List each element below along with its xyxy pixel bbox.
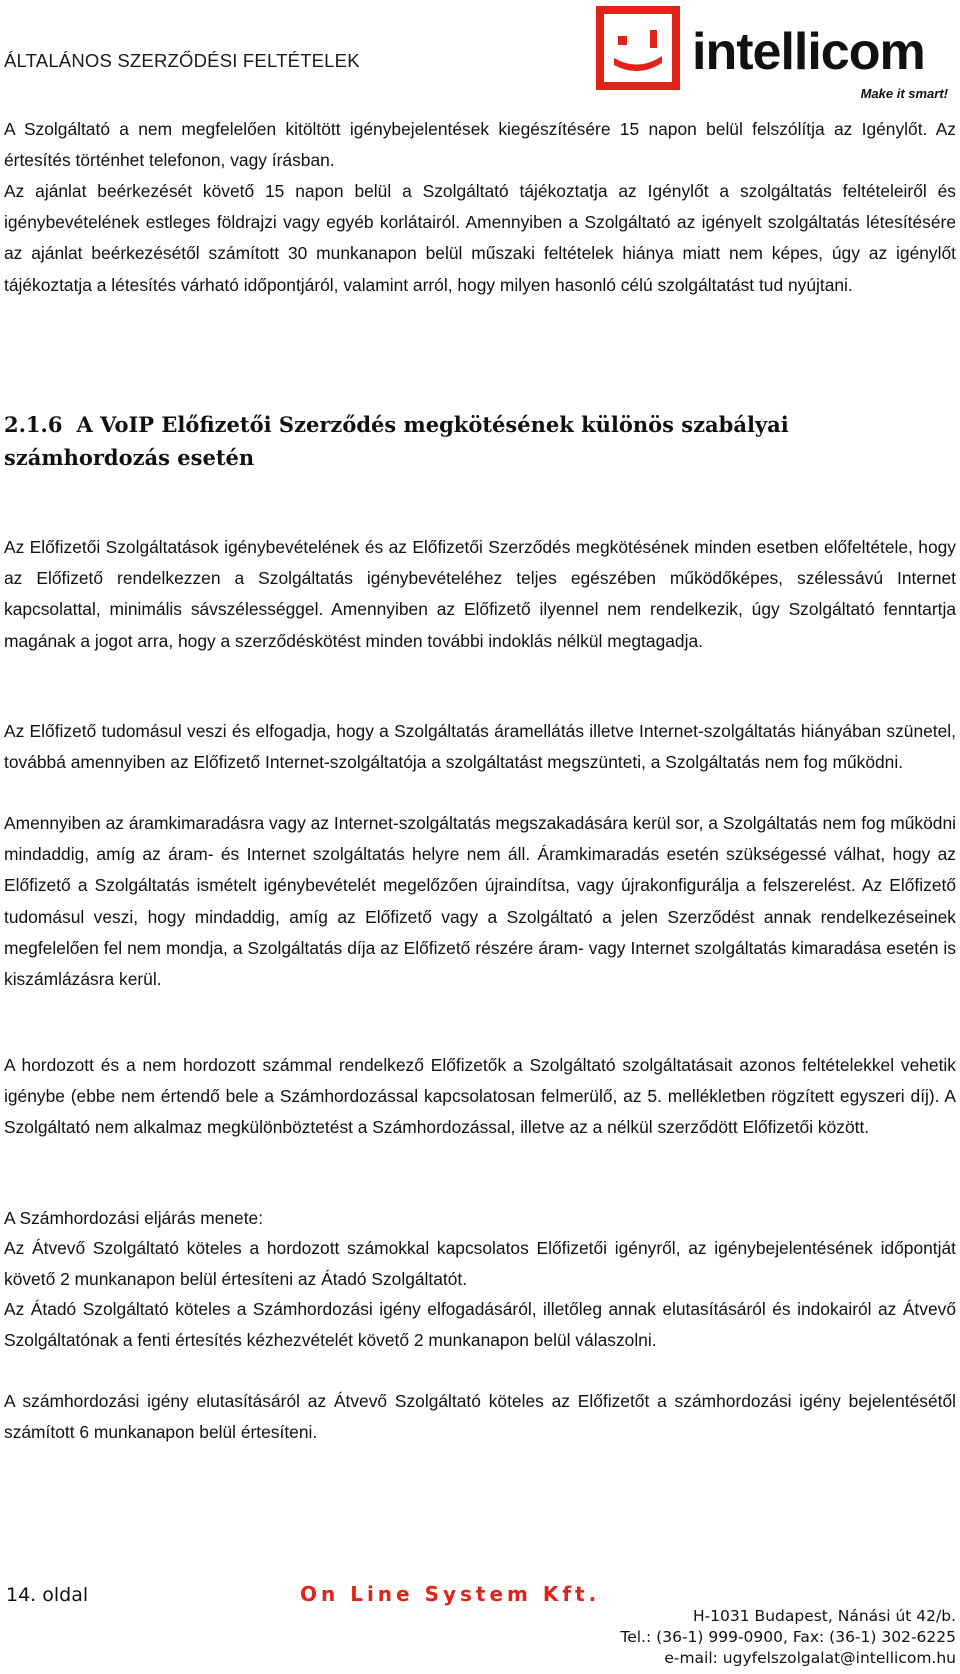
address: H-1031 Budapest, Nánási út 42/b. [692, 1607, 956, 1625]
contact-block [620, 1606, 956, 1669]
paragraph: A Számhordozási eljárás menete: [4, 1208, 264, 1228]
paragraph: A számhordozási igény elutasításáról az Átvevő Szolgáltató köteles az Előfizetőt a számhordozási igény bejelentésétől számított 6 munkanapon belül értesíteni. [4, 1391, 956, 1443]
phone-fax: Tel.: (36-1) 999-0900, Fax: (36-1) 302-6225 [620, 1628, 956, 1646]
logo-wordmark: intellicom [692, 23, 925, 81]
paragraph: A hordozott és a nem hordozott számmal rendelkező Előfizetők a Szolgáltató szolgáltatásait azonos feltételekkel vehetik igénybe (ebbe nem értendő bele a Számhordozással kapcsolatosan felmerülő, az 5. mellékletben rögzített egyszeri díj). A Szolgáltató nem alkalmaz megkülönböztetést a Számhordozással, illetve az a nélkül szerződött Előfizetői között. [4, 1055, 956, 1138]
paragraph: Az Átadó Szolgáltató köteles a Számhordozási igény elfogadásáról, illetőleg annak elutasításáról és indokairól az Átvevő Szolgáltatónak a fenti értesítés kézhezvételét követő 2 munkanapon belül válaszolni. [4, 1299, 956, 1351]
section-title: A VoIP Előfizetői Szerződés megkötésének különös szabályai számhordozás esetén [4, 412, 789, 470]
company-name: On Line System Kft. [300, 1582, 601, 1606]
paragraph: Amennyiben az áramkimaradásra vagy az Internet-szolgáltatás megszakadására kerül sor, a Szolgáltatás nem fog működni mindaddig, amíg az áram- és Internet szolgáltatás helyre nem áll. Áramkimaradás esetén szükségessé válhat, hogy az Előfizető a Szolgáltatás ismételt igénybevételét megelőzően újraindítsa, vagy újrakonfigurálja a felszerelést. Az Előfizető tudomásul veszi, hogy mindaddig, amíg az Előfizető vagy a Szolgáltató a jelen Szerződést annak rendelkezéseinek megfelelően fel nem mondja, a Szolgáltatás díja az Előfizető részére áram- vagy Internet szolgáltatás kimaradása esetén is kiszámlázásra kerül. [4, 813, 956, 990]
intellicom-logo [596, 6, 952, 106]
smiley-box-icon [596, 6, 680, 90]
paragraph: Az Átvevő Szolgáltató köteles a hordozott számokkal kapcsolatos Előfizetői igényről, az igénybejelentésének időpontját követő 2 munkanapon belül értesíteni az Átadó Szolgáltatót. [4, 1238, 956, 1290]
section-heading [4, 408, 956, 474]
paragraph: Az Előfizetői Szolgáltatások igénybevételének és az Előfizetői Szerződés megkötésének minden esetben előfeltétele, hogy az Előfizető rendelkezzen a Szolgáltatás igénybevételéhez teljes egészében működőképes, szélessávú Internet kapcsolattal, minimális sávszélességgel. Amennyiben az Előfizető ilyennel nem rendelkezik, úgy Szolgáltató fenntartja magának a jogot arra, hogy a szerződéskötést minden további indoklás nélkül megtagadja. [4, 537, 956, 651]
paragraph: A Szolgáltató a nem megfelelően kitöltött igénybejelentések kiegészítésére 15 napon belül felszólítja az Igénylőt. Az értesítés történhet telefonon, vagy írásban. [4, 119, 956, 171]
paragraph: Az Előfizető tudomásul veszi és elfogadja, hogy a Szolgáltatás áramellátás illetve Internet-szolgáltatás hiányában szünetel, továbbá amennyiben az Előfizető Internet-szolgáltatója a szolgáltatást megszünteti, a Szolgáltatás nem fog működni. [4, 721, 956, 773]
logo-tagline: Make it smart! [860, 86, 948, 101]
email: e-mail: ugyfelszolgalat@intellicom.hu [664, 1649, 956, 1667]
document-title: ÁLTALÁNOS SZERZŐDÉSI FELTÉTELEK [4, 50, 360, 71]
page-number: 14. oldal [6, 1584, 89, 1606]
paragraph: Az ajánlat beérkezését követő 15 napon belül a Szolgáltató tájékoztatja az Igénylőt a szolgáltatás feltételeiről és igénybevételének estleges földrajzi vagy egyéb korlátairól. Amennyiben a Szolgáltató az igényelt szolgáltatás létesítésére az ajánlat beérkezésétől számított 30 munkanapon belül műszaki feltételek hiánya miatt nem képes, úgy az igénylőt tájékoztatja a létesítés várható időpontjáról, valamint arról, hogy milyen hasonló célú szolgáltatást tud nyújtani. [4, 181, 956, 295]
section-number: 2.1.6 [4, 412, 63, 437]
